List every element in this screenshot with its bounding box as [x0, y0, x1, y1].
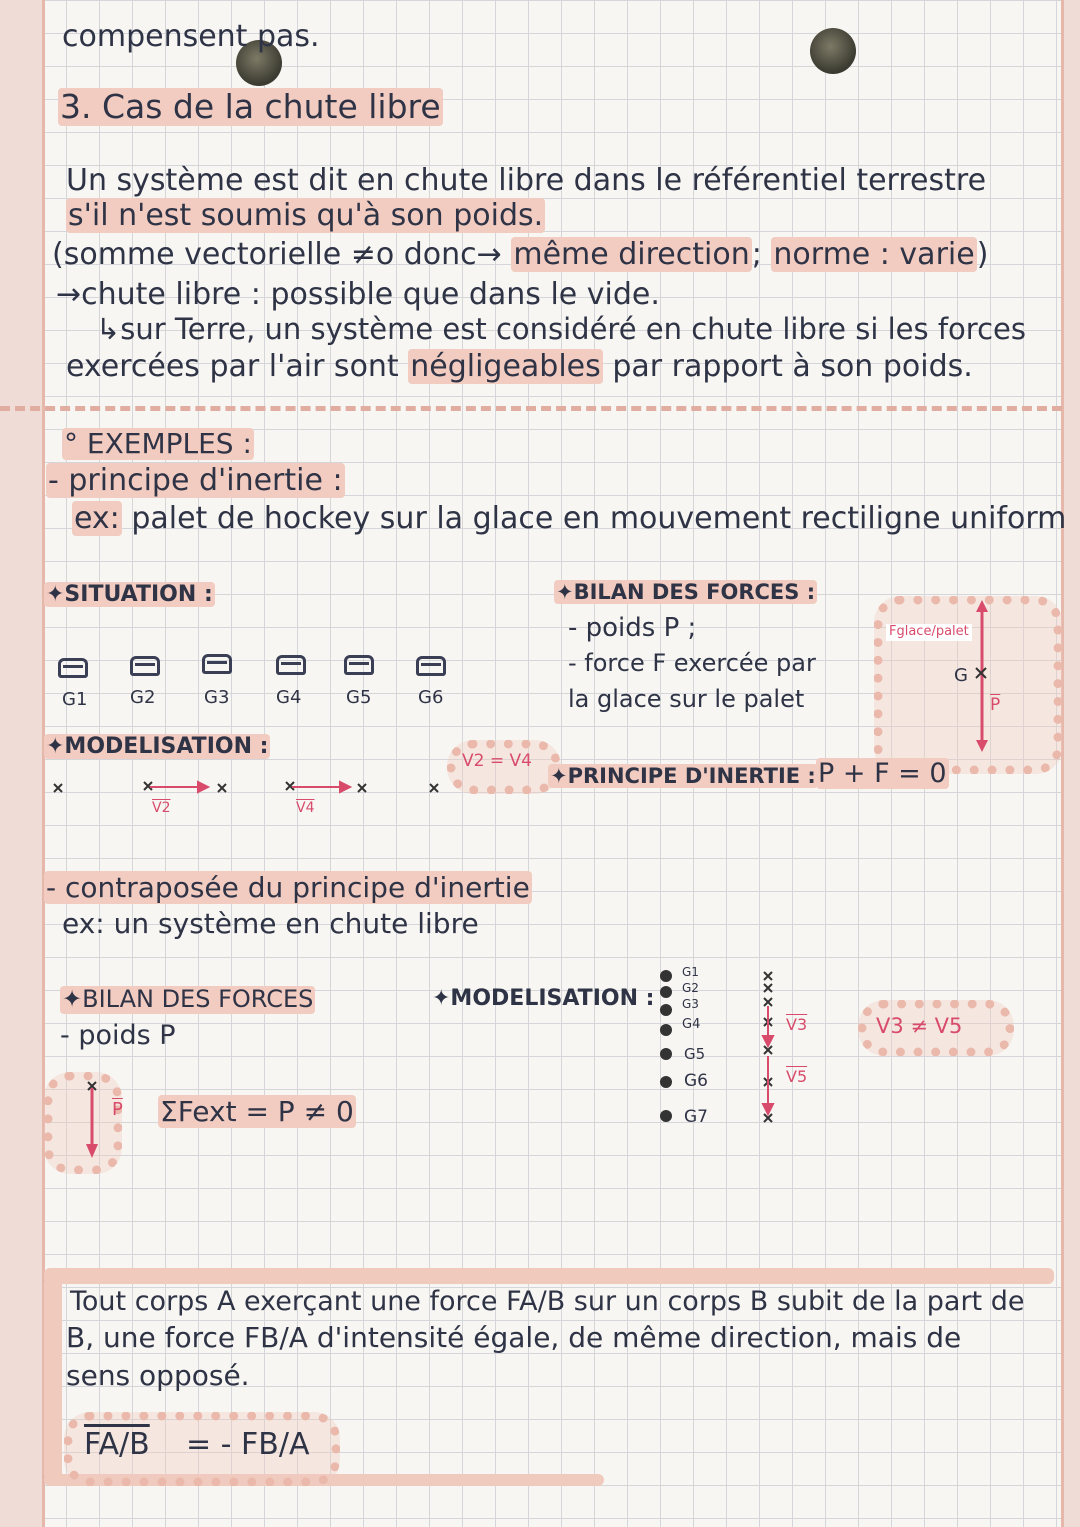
section-divider — [0, 406, 1062, 411]
inertia-example: ex: palet de hockey sur la glace en mouvement rectiligne uniform — [74, 501, 1067, 536]
third-law-line-1: Tout corps A exerçant une force FA/B sur un corps B subit de la part de — [70, 1286, 1025, 1317]
v-neq-label: V3 ≠ V5 — [876, 1014, 963, 1038]
definition-line-2: s'il n'est soumis qu'à son poids. — [68, 198, 544, 233]
third-law-equation-right: = - FB/A — [186, 1427, 310, 1462]
puck-6 — [416, 656, 446, 676]
position-label: G1 — [62, 689, 88, 710]
definition-line-6: exercées par l'air sont négligeables par rapport à son poids. — [66, 349, 973, 384]
weight-p-label: $\overline{P}$ — [112, 1099, 123, 1120]
weight-arrow-head — [86, 1144, 98, 1158]
bilan-item-1: - poids P ; — [568, 613, 697, 643]
left-margin — [0, 0, 45, 1527]
principe-equation: P + F = 0 — [818, 758, 947, 789]
bilan-item-2a: - force F exercée par — [568, 649, 816, 677]
fall-dot — [660, 1048, 672, 1060]
puck-5 — [344, 655, 374, 675]
position-label: G5 — [346, 687, 372, 708]
position-label: G3 — [204, 687, 230, 708]
fall-model-diagram — [756, 966, 816, 1132]
definition-line-3: (somme vectorielle ≠o donc→ même direction; norme : varie) — [52, 237, 989, 272]
third-law-line-2: B, une force FB/A d'intensité égale, de même direction, mais de — [66, 1321, 962, 1354]
third-law-bar-top — [44, 1268, 1054, 1284]
fall-label: G5 — [684, 1045, 706, 1063]
fall-dot — [660, 970, 672, 982]
position-label: G2 — [130, 687, 156, 708]
fall-label: G6 — [684, 1071, 708, 1091]
fall-dot — [660, 1076, 672, 1088]
definition-line-1: Un système est dit en chute libre dans le référentiel terrestre — [66, 163, 987, 198]
modelisation2-label: ✦MODELISATION : — [432, 986, 655, 1011]
contra-label: - contraposée du principe d'inertie — [46, 871, 530, 904]
v4-label: V4 — [296, 800, 315, 816]
third-law-equation-left: FA/B — [84, 1427, 150, 1462]
top-fragment: compensent pas. — [62, 19, 320, 54]
v3-label: V3 — [786, 1015, 808, 1034]
right-margin — [1061, 0, 1080, 1527]
fall-dot — [660, 1110, 672, 1122]
fall-label: G7 — [684, 1107, 708, 1127]
situation-label: ✦SITUATION : — [46, 582, 213, 607]
bilan-item-2b: la glace sur le palet — [568, 685, 805, 713]
p-vector-label: $\overline{P}$ — [990, 695, 1001, 715]
section-title: 3. Cas de la chute libre — [60, 87, 441, 126]
definition-line-5: ↳sur Terre, un système est considéré en chute libre si les forces — [96, 312, 1026, 346]
bilan2-label: ✦BILAN DES FORCES — [62, 985, 314, 1013]
inertia-label: - principe d'inertie : — [48, 463, 343, 498]
v-equal-label: V2 = V4 — [462, 751, 532, 771]
fall-label: G2 — [682, 981, 699, 995]
position-label: G6 — [418, 687, 444, 708]
weight-arrow-diagram — [74, 1078, 104, 1168]
puck-3 — [202, 654, 232, 674]
fall-label: G4 — [682, 1017, 701, 1032]
g-label: G — [954, 665, 968, 686]
v2-label: V2 — [152, 800, 171, 816]
force-arrow-down — [976, 740, 988, 752]
bilan-label: ✦BILAN DES FORCES : — [556, 580, 816, 604]
contra-example: ex: un système en chute libre — [62, 907, 479, 940]
position-markers — [54, 782, 438, 792]
puck-4 — [276, 655, 306, 675]
binder-hole-right — [810, 28, 856, 74]
fall-dot — [660, 1024, 672, 1036]
third-law-line-3: sens opposé. — [66, 1359, 250, 1392]
puck-2 — [130, 656, 160, 676]
v5-label: V5 — [786, 1067, 808, 1086]
third-law-bar-left — [44, 1278, 62, 1480]
definition-line-4: →chute libre : possible que dans le vide. — [56, 277, 660, 312]
puck-1 — [58, 658, 88, 678]
fall-label: G3 — [682, 997, 699, 1011]
force-arrow-up — [976, 600, 988, 612]
f-glace-label: Fglace/palet — [886, 624, 972, 641]
fall-dot — [660, 1004, 672, 1016]
principe-label: ✦PRINCIPE D'INERTIE : — [550, 764, 816, 788]
modelisation-label: ✦MODELISATION : — [46, 734, 269, 759]
sum-equation: ΣFext = P ≠ 0 — [160, 1095, 354, 1128]
examples-title: ° EXEMPLES : — [64, 427, 252, 460]
position-label: G4 — [276, 687, 302, 708]
inertia-model-diagram — [40, 760, 460, 820]
fall-dot — [660, 986, 672, 998]
fall-label: G1 — [682, 965, 699, 979]
bilan2-item: - poids P — [60, 1020, 176, 1051]
